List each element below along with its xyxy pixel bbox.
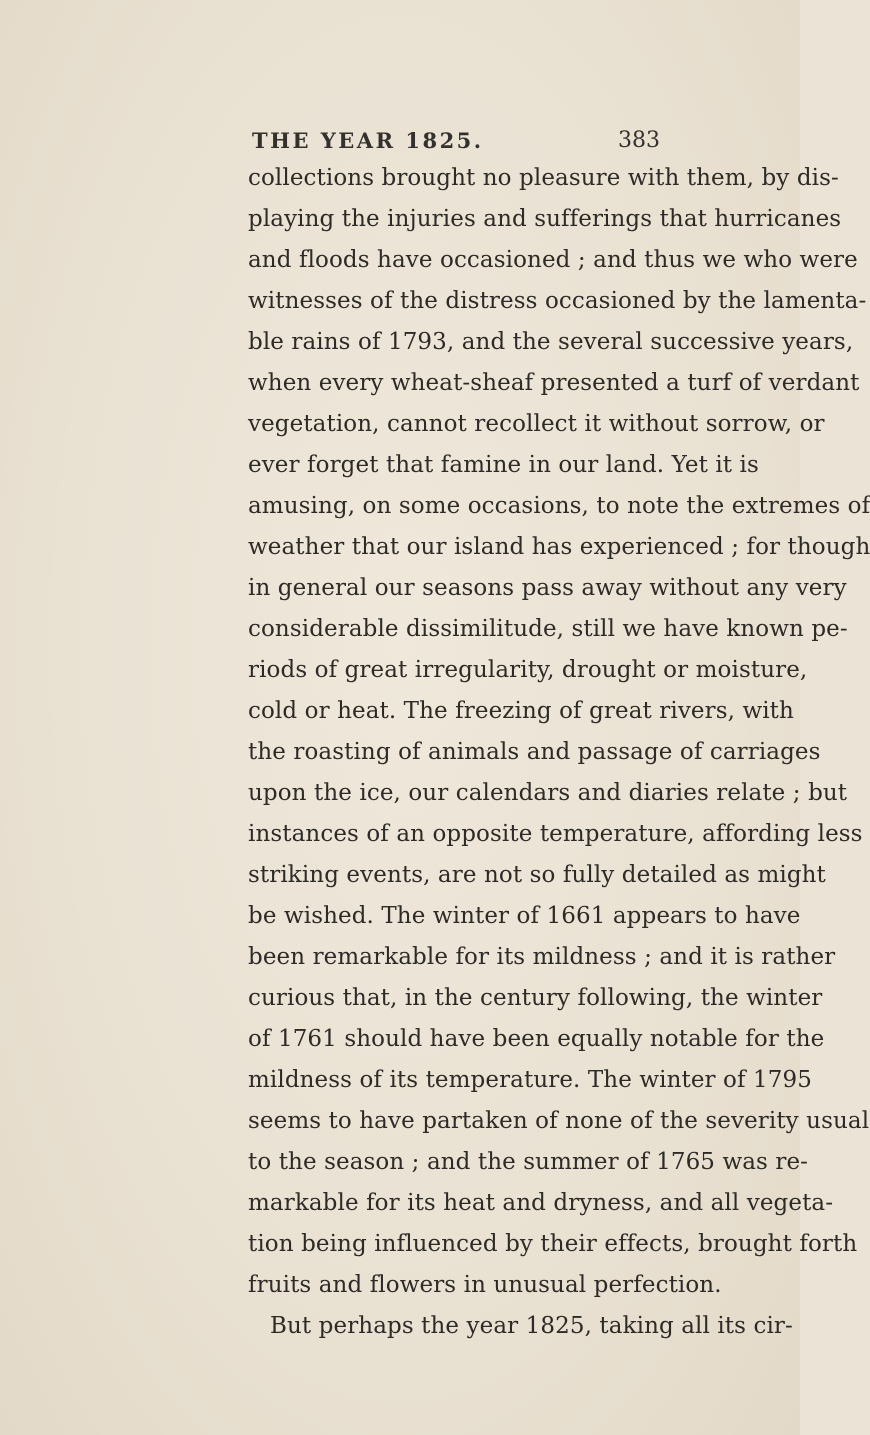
text-line: cold or heat. The freezing of great rivers, with <box>248 698 794 724</box>
text-line: vegetation, cannot recollect it without sorrow, or <box>248 411 825 437</box>
text-line: riods of great irregularity, drought or moisture, <box>248 657 808 683</box>
text-line: markable for its heat and dryness, and all vegeta- <box>248 1190 834 1216</box>
text-line: instances of an opposite temperature, affording less <box>248 821 863 847</box>
text-line: amusing, on some occasions, to note the extremes of <box>248 493 870 519</box>
text-line: But perhaps the year 1825, taking all its cir- <box>270 1313 793 1339</box>
text-line: when every wheat-sheaf presented a turf of verdant <box>248 370 860 396</box>
running-head-title: THE YEAR 1825. <box>252 128 484 153</box>
text-line: fruits and flowers in unusual perfection. <box>248 1272 722 1298</box>
text-line: collections brought no pleasure with them, by dis- <box>248 165 839 191</box>
text-line: seems to have partaken of none of the severity usual <box>248 1108 870 1134</box>
text-line: upon the ice, our calendars and diaries relate ; but <box>248 780 848 806</box>
text-line: mildness of its temperature. The winter of 1795 <box>248 1067 812 1093</box>
running-head <box>240 128 660 168</box>
text-line: considerable dissimilitude, still we have known pe- <box>248 616 848 642</box>
text-line: and floods have occasioned ; and thus we who were <box>248 247 858 273</box>
text-line: the roasting of animals and passage of carriages <box>248 739 821 765</box>
text-line: witnesses of the distress occasioned by the lamenta- <box>248 288 867 314</box>
text-line: been remarkable for its mildness ; and it is rather <box>248 944 836 970</box>
text-line: tion being influenced by their effects, brought forth <box>248 1231 858 1257</box>
page-number: 383 <box>618 128 660 153</box>
text-line: of 1761 should have been equally notable for the <box>248 1026 825 1052</box>
text-line: be wished. The winter of 1661 appears to have <box>248 903 801 929</box>
text-line: striking events, are not so fully detailed as might <box>248 862 826 888</box>
text-line: weather that our island has experienced ; for though <box>248 534 870 560</box>
text-line: playing the injuries and sufferings that hurricanes <box>248 206 842 232</box>
text-line: to the season ; and the summer of 1765 was re- <box>248 1149 809 1175</box>
text-line: ble rains of 1793, and the several successive years, <box>248 329 854 355</box>
text-line: ever forget that famine in our land. Yet it is <box>248 452 759 478</box>
text-line: curious that, in the century following, the winter <box>248 985 823 1011</box>
text-line: in general our seasons pass away without any very <box>248 575 847 601</box>
